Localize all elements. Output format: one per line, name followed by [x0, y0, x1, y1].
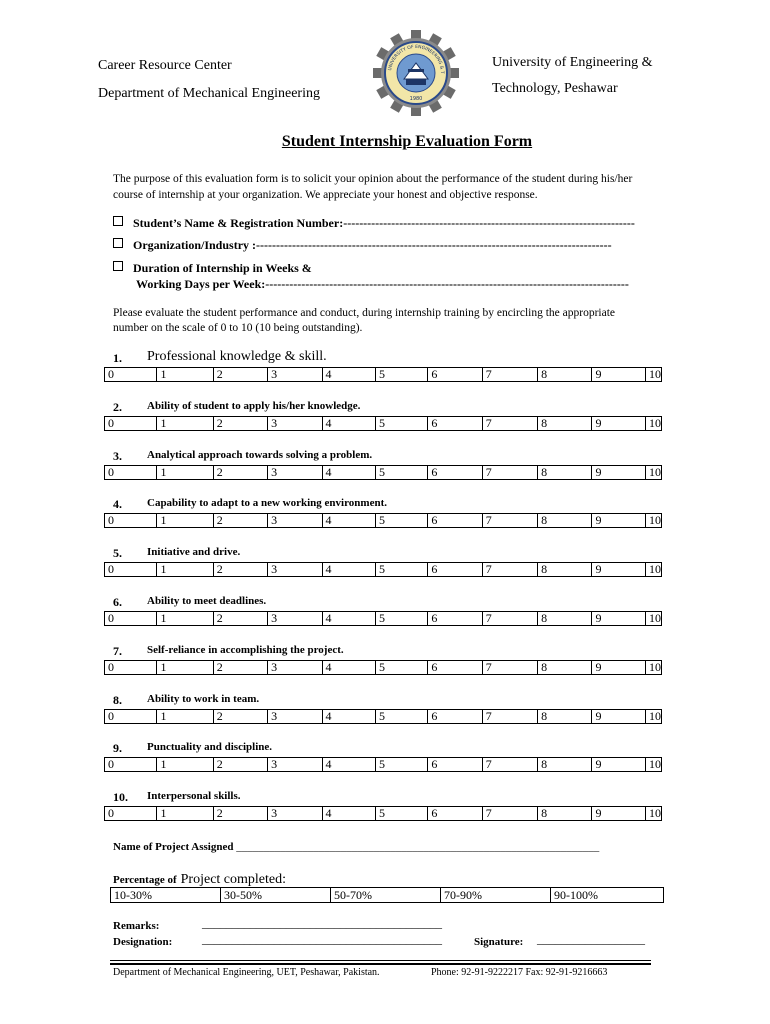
rating-option[interactable]: 3	[268, 417, 322, 431]
question-text: Punctuality and discipline.	[147, 741, 273, 753]
rating-option[interactable]: 3	[268, 368, 322, 382]
rating-option[interactable]: 5	[375, 661, 427, 675]
rating-option[interactable]: 4	[322, 710, 375, 724]
rating-option[interactable]: 9	[592, 661, 646, 675]
question-number: 6.	[113, 595, 122, 609]
rating-option[interactable]: 3	[268, 612, 322, 626]
rating-option[interactable]: 3	[268, 807, 322, 821]
rating-option[interactable]: 8	[538, 368, 592, 382]
field-working-days: Working Days per Week:-------------------------------------------------------------------------------------------	[136, 277, 629, 291]
rating-scale	[104, 757, 662, 772]
rating-option[interactable]: 9	[592, 417, 646, 431]
logo-text: UNIVERSITY OF ENGINEERING & T	[388, 44, 445, 74]
rating-option[interactable]: 6	[428, 710, 482, 724]
header-left-line2: Department of Mechanical Engineering	[98, 86, 320, 101]
rating-option[interactable]: 8	[538, 563, 592, 577]
footer-address: Department of Mechanical Engineering, UET, Peshawar, Pakistan.	[113, 967, 380, 978]
rating-option[interactable]: 8	[538, 758, 592, 772]
rating-option[interactable]: 10	[646, 612, 662, 626]
rating-option[interactable]: 10	[646, 466, 662, 480]
rating-option[interactable]: 0	[105, 466, 157, 480]
rating-option[interactable]: 1	[157, 368, 213, 382]
rating-option[interactable]: 10	[646, 807, 662, 821]
rating-scale	[104, 367, 662, 382]
designation-label: Designation:	[113, 936, 173, 948]
footer-divider-thick	[110, 963, 651, 965]
percentage-option[interactable]: 90-100%	[551, 888, 664, 903]
rating-option[interactable]: 1	[157, 563, 213, 577]
rating-option[interactable]: 0	[105, 417, 157, 431]
header-right-line1: University of Engineering &	[492, 55, 653, 70]
rating-option[interactable]: 0	[105, 661, 157, 675]
rating-option[interactable]: 4	[322, 758, 375, 772]
rating-option[interactable]: 10	[646, 710, 662, 724]
question-number: 10.	[113, 790, 128, 804]
rating-option[interactable]: 1	[157, 612, 213, 626]
question-number: 2.	[113, 400, 122, 414]
rating-option[interactable]: 10	[646, 661, 662, 675]
percentage-option[interactable]: 30-50%	[221, 888, 331, 903]
rating-option[interactable]: 3	[268, 563, 322, 577]
rating-option[interactable]: 10	[646, 417, 662, 431]
percentage-option[interactable]: 70-90%	[441, 888, 551, 903]
project-assigned-field[interactable]: __________________________________________________________________	[236, 841, 600, 853]
rating-option[interactable]: 7	[482, 514, 537, 528]
rating-option[interactable]: 9	[592, 514, 646, 528]
signature-label: Signature:	[474, 936, 524, 948]
rating-option[interactable]: 9	[592, 368, 646, 382]
rating-option[interactable]: 8	[538, 661, 592, 675]
rating-option[interactable]: 1	[157, 661, 213, 675]
rating-option[interactable]: 1	[157, 466, 213, 480]
rating-option[interactable]: 10	[646, 368, 662, 382]
rating-option[interactable]: 5	[375, 612, 427, 626]
rating-option[interactable]: 7	[482, 807, 537, 821]
field-organization: Organization/Industry :-----------------------------------------------------------------------------------------	[113, 238, 612, 253]
question-number: 9.	[113, 741, 122, 755]
form-title: Student Internship Evaluation Form	[281, 133, 533, 150]
rating-scale	[104, 416, 662, 431]
rating-option[interactable]: 6	[428, 466, 482, 480]
rating-option[interactable]: 2	[213, 807, 267, 821]
question-text: Capability to adapt to a new working environment.	[147, 497, 387, 509]
student-name-field[interactable]: -------------------------------------------------------------------------	[343, 216, 635, 230]
rating-option[interactable]: 9	[592, 710, 646, 724]
question-text: Interpersonal skills.	[147, 790, 241, 802]
rating-scale	[104, 465, 662, 480]
question-text: Professional knowledge & skill.	[147, 349, 327, 364]
rating-option[interactable]: 8	[538, 710, 592, 724]
rating-option[interactable]: 0	[105, 514, 157, 528]
header-left-line1: Career Resource Center	[98, 58, 232, 73]
rating-scale	[104, 660, 662, 675]
percentage-table	[110, 887, 664, 903]
rating-option[interactable]: 1	[157, 514, 213, 528]
rating-option[interactable]: 1	[157, 758, 213, 772]
question-number: 3.	[113, 449, 122, 463]
rating-option[interactable]: 8	[538, 514, 592, 528]
logo-year: 1980	[409, 96, 423, 102]
working-days-field[interactable]: -------------------------------------------------------------------------------------------	[265, 277, 629, 291]
rating-option[interactable]: 4	[322, 417, 375, 431]
rating-option[interactable]: 7	[482, 417, 537, 431]
question-text: Ability to meet deadlines.	[147, 595, 267, 607]
rating-option[interactable]: 0	[105, 710, 157, 724]
rating-option[interactable]: 6	[428, 612, 482, 626]
project-assigned: Name of Project Assigned __________________________________________________________________	[113, 841, 600, 853]
rating-scale	[104, 513, 662, 528]
checkbox-icon	[113, 238, 123, 248]
rating-option[interactable]: 6	[428, 514, 482, 528]
rating-scale	[104, 562, 662, 577]
rating-option[interactable]: 7	[482, 466, 537, 480]
rating-option[interactable]: 2	[213, 514, 267, 528]
field-student-name: Student’s Name & Registration Number:-------------------------------------------------------------------------	[113, 216, 635, 231]
rating-option[interactable]: 10	[646, 514, 662, 528]
rating-option[interactable]: 8	[538, 417, 592, 431]
rating-option[interactable]: 6	[428, 758, 482, 772]
question-number: 5.	[113, 546, 122, 560]
rating-option[interactable]: 0	[105, 807, 157, 821]
rating-option[interactable]: 6	[428, 417, 482, 431]
rating-option[interactable]: 9	[592, 612, 646, 626]
rating-option[interactable]: 5	[375, 710, 427, 724]
checkbox-icon	[113, 261, 123, 271]
rating-option[interactable]: 2	[213, 661, 267, 675]
rating-option[interactable]: 5	[375, 807, 427, 821]
rating-option[interactable]: 3	[268, 710, 322, 724]
rating-scale	[104, 611, 662, 626]
rating-option[interactable]: 3	[268, 514, 322, 528]
remarks-field[interactable]: ________________________________________	[202, 916, 442, 930]
rating-option[interactable]: 4	[322, 368, 375, 382]
field-duration: Duration of Internship in Weeks &	[113, 261, 312, 276]
rating-option[interactable]: 0	[105, 758, 157, 772]
rating-option[interactable]: 1	[157, 710, 213, 724]
question-text: Ability to work in team.	[147, 693, 260, 705]
rating-option[interactable]: 4	[322, 661, 375, 675]
rating-option[interactable]: 7	[482, 710, 537, 724]
rating-option[interactable]: 2	[213, 612, 267, 626]
rating-option[interactable]: 7	[482, 368, 537, 382]
rating-option[interactable]: 1	[157, 417, 213, 431]
rating-option[interactable]: 9	[592, 807, 646, 821]
header-right-line2: Technology, Peshawar	[492, 81, 618, 96]
rating-option[interactable]: 0	[105, 612, 157, 626]
rating-option[interactable]: 4	[322, 807, 375, 821]
question-text: Initiative and drive.	[147, 546, 241, 558]
rating-option[interactable]: 7	[482, 563, 537, 577]
rating-option[interactable]: 2	[213, 417, 267, 431]
rating-option[interactable]: 8	[538, 807, 592, 821]
rating-option[interactable]: 5	[375, 368, 427, 382]
signature-field[interactable]: __________________	[537, 932, 645, 946]
rating-option[interactable]: 7	[482, 612, 537, 626]
rating-option[interactable]: 0	[105, 563, 157, 577]
designation-field[interactable]: ________________________________________	[202, 932, 442, 946]
question-text: Self-reliance in accomplishing the project.	[147, 644, 344, 656]
footer-contact: Phone: 92-91-9222217 Fax: 92-91-9216663	[431, 967, 608, 978]
question-number: 4.	[113, 497, 122, 511]
question-number: 8.	[113, 693, 122, 707]
rating-option[interactable]: 2	[213, 466, 267, 480]
rating-option[interactable]: 7	[482, 758, 537, 772]
rating-option[interactable]: 5	[375, 563, 427, 577]
rating-option[interactable]: 8	[538, 612, 592, 626]
question-text: Ability of student to apply his/her knowledge.	[147, 400, 361, 412]
rating-option[interactable]: 9	[592, 758, 646, 772]
rating-option[interactable]: 6	[428, 563, 482, 577]
rating-option[interactable]: 10	[646, 563, 662, 577]
rating-option[interactable]: 2	[213, 563, 267, 577]
percentage-option[interactable]: 10-30%	[111, 888, 221, 903]
intro-line2: course of internship at your organization. We appreciate your honest and objective response.	[113, 189, 538, 201]
rating-option[interactable]: 6	[428, 661, 482, 675]
university-logo	[352, 30, 480, 116]
question-text: Analytical approach towards solving a problem.	[147, 449, 373, 461]
rating-option[interactable]: 6	[428, 368, 482, 382]
rating-option[interactable]: 2	[213, 710, 267, 724]
rating-option[interactable]: 0	[105, 368, 157, 382]
rating-option[interactable]: 4	[322, 466, 375, 480]
instructions-line1: Please evaluate the student performance and conduct, during internship training by encircling the appropriate	[113, 307, 615, 319]
rating-option[interactable]: 5	[375, 514, 427, 528]
question-number: 7.	[113, 644, 122, 658]
footer-divider	[110, 960, 651, 961]
rating-option[interactable]: 10	[646, 758, 662, 772]
rating-option[interactable]: 9	[592, 563, 646, 577]
rating-option[interactable]: 5	[375, 417, 427, 431]
question-number: 1.	[113, 351, 122, 365]
percentage-label: Percentage of Project completed:	[113, 872, 286, 887]
rating-scale	[104, 806, 662, 821]
organization-field[interactable]: -----------------------------------------------------------------------------------------	[256, 238, 612, 252]
intro-line1: The purpose of this evaluation form is to solicit your opinion about the performance of the student during his/her	[113, 173, 633, 185]
rating-option[interactable]: 6	[428, 807, 482, 821]
rating-option[interactable]: 2	[213, 758, 267, 772]
rating-option[interactable]: 5	[375, 758, 427, 772]
remarks-label: Remarks:	[113, 920, 160, 932]
rating-option[interactable]: 3	[268, 661, 322, 675]
rating-option[interactable]: 8	[538, 466, 592, 480]
rating-option[interactable]: 4	[322, 514, 375, 528]
percentage-option[interactable]: 50-70%	[331, 888, 441, 903]
rating-option[interactable]: 1	[157, 807, 213, 821]
instructions-line2: number on the scale of 0 to 10 (10 being outstanding).	[113, 322, 363, 334]
rating-option[interactable]: 7	[482, 661, 537, 675]
rating-option[interactable]: 9	[592, 466, 646, 480]
checkbox-icon	[113, 216, 123, 226]
rating-option[interactable]: 4	[322, 612, 375, 626]
rating-option[interactable]: 5	[375, 466, 427, 480]
rating-scale	[104, 709, 662, 724]
rating-option[interactable]: 3	[268, 466, 322, 480]
rating-option[interactable]: 3	[268, 758, 322, 772]
rating-option[interactable]: 2	[213, 368, 267, 382]
rating-option[interactable]: 4	[322, 563, 375, 577]
